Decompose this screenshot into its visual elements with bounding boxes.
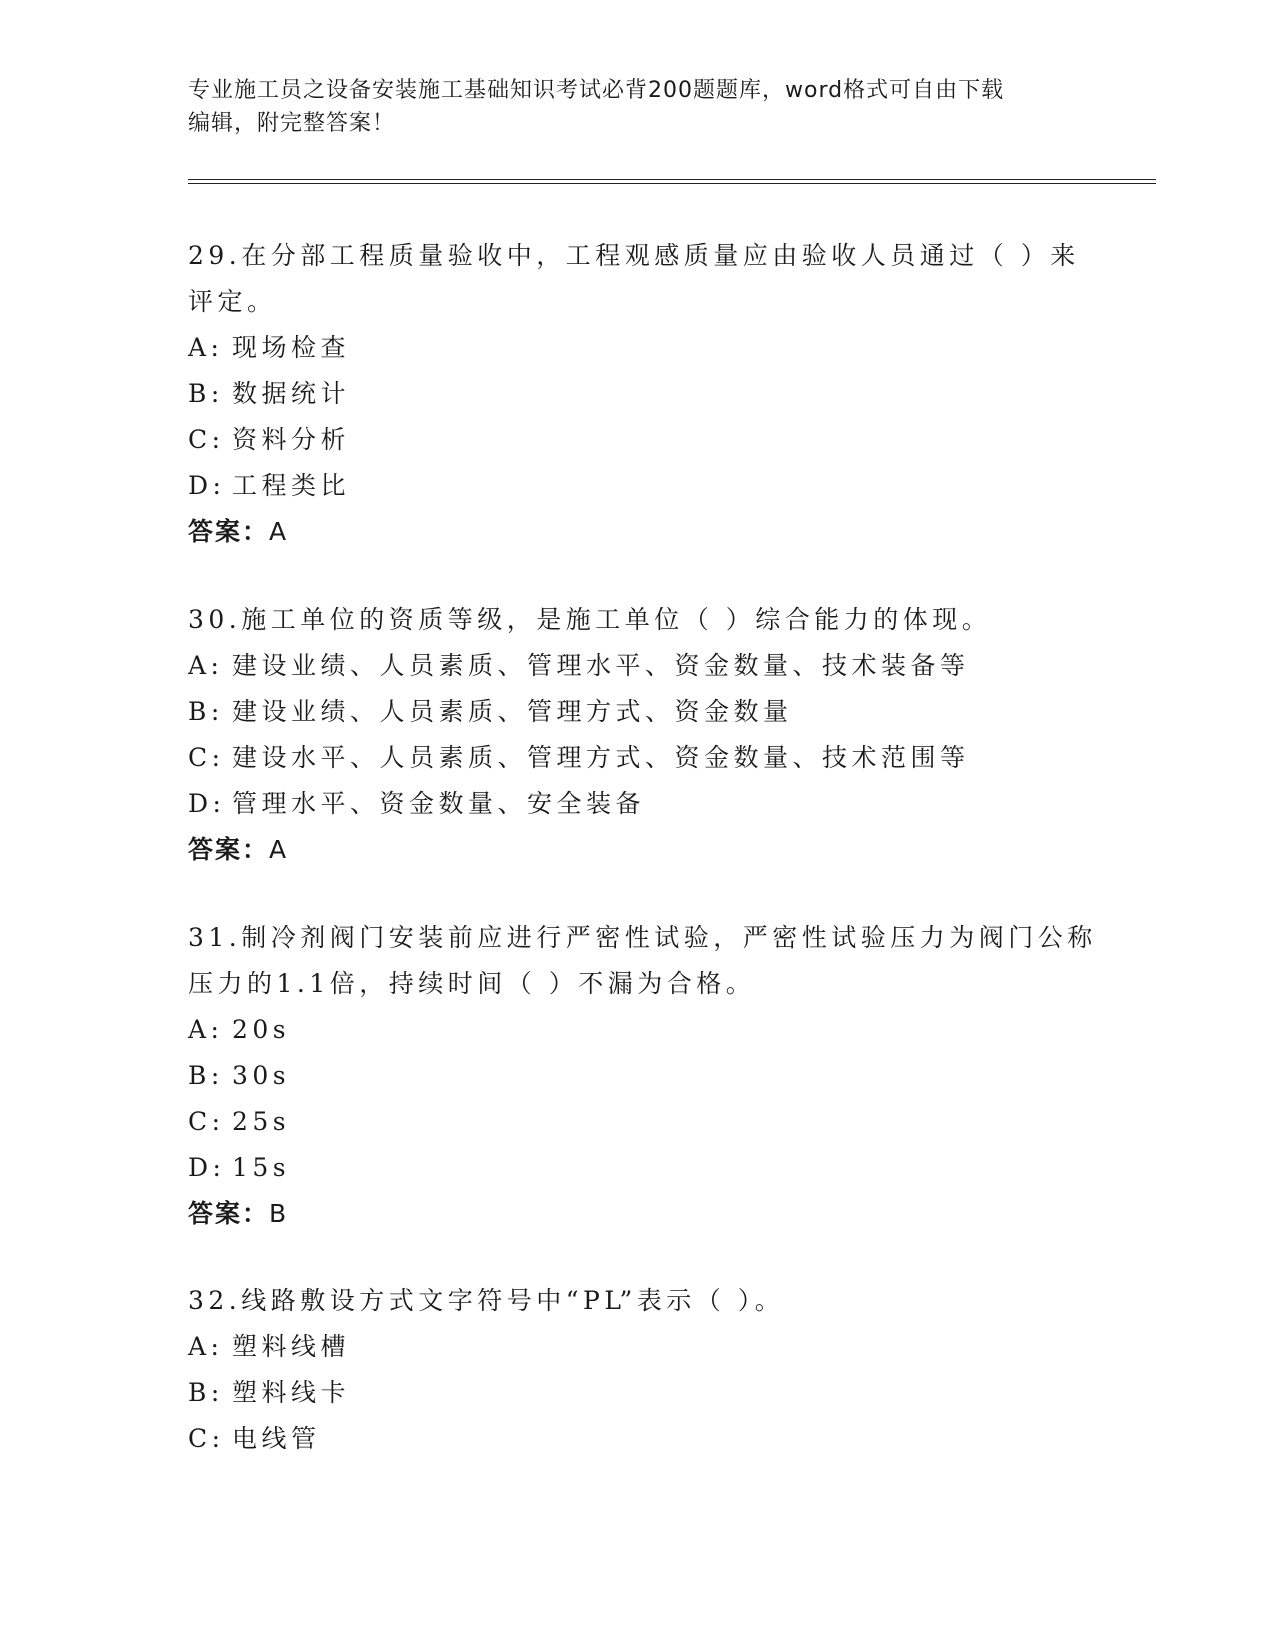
option-text: 电线管	[232, 1424, 321, 1453]
option-key: B:	[188, 379, 224, 408]
option-key: A:	[188, 1332, 224, 1361]
option-d	[188, 463, 1088, 509]
option-b	[188, 1053, 1088, 1099]
option-d	[188, 1145, 1088, 1191]
option-text: 建设业绩、人员素质、管理水平、资金数量、技术装备等	[232, 651, 970, 680]
question-stem-line: 29.在分部工程质量验收中，工程观感质量应由验收人员通过（ ）来	[188, 241, 1080, 270]
question-stem-line: 30.施工单位的资质等级，是施工单位（ ）综合能力的体现。	[188, 605, 992, 634]
question-29	[188, 233, 1088, 555]
option-key: B:	[188, 1378, 224, 1407]
question-stem-line: 31.制冷剂阀门安装前应进行严密性试验，严密性试验压力为阀门公称	[188, 923, 1097, 952]
option-text: 20s	[232, 1015, 291, 1044]
option-b	[188, 371, 1088, 417]
header-divider-top	[188, 179, 1156, 180]
option-a	[188, 325, 1088, 371]
option-text: 现场检查	[232, 333, 351, 362]
answer-line	[188, 827, 1088, 873]
question-stem	[188, 915, 1097, 1007]
answer-label: 答案：	[188, 517, 270, 546]
option-key: C:	[188, 743, 225, 772]
option-key: C:	[188, 425, 225, 454]
question-32	[188, 1278, 1088, 1462]
option-text: 25s	[232, 1107, 291, 1136]
option-c	[188, 1416, 1088, 1462]
answer-label: 答案：	[188, 835, 270, 864]
option-text: 30s	[232, 1061, 291, 1090]
option-key: B:	[188, 1061, 224, 1090]
option-key: B:	[188, 697, 224, 726]
answer-value: B	[269, 1199, 289, 1228]
question-stem-line: 32.线路敷设方式文字符号中“PL”表示（ ）。	[188, 1286, 785, 1315]
option-c	[188, 417, 1088, 463]
option-text: 数据统计	[232, 379, 351, 408]
answer-value: A	[269, 517, 289, 546]
question-stem	[188, 597, 1088, 643]
option-c	[188, 1099, 1088, 1145]
option-d	[188, 781, 1088, 827]
option-key: D:	[188, 1153, 226, 1182]
question-30	[188, 597, 1088, 873]
option-text: 15s	[232, 1153, 291, 1182]
option-c	[188, 735, 1088, 781]
question-stem	[188, 1278, 1088, 1324]
answer-line	[188, 1191, 1088, 1237]
question-stem-line: 评定。	[188, 287, 277, 316]
option-key: C:	[188, 1424, 225, 1453]
header-divider-bottom	[188, 183, 1156, 184]
option-b	[188, 689, 1088, 735]
header-title-line-1: 专业施工员之设备安装施工基础知识考试必背200题题库，word格式可自由下载	[188, 78, 1005, 103]
question-31	[188, 915, 1097, 1237]
option-text: 管理水平、资金数量、安全装备	[232, 789, 646, 818]
option-key: A:	[188, 1015, 224, 1044]
option-text: 工程类比	[232, 471, 351, 500]
question-stem-line: 压力的1.1倍，持续时间（ ）不漏为合格。	[188, 969, 756, 998]
option-a	[188, 1007, 1088, 1053]
answer-line	[188, 509, 1088, 555]
answer-value: A	[269, 835, 289, 864]
option-text: 资料分析	[232, 425, 351, 454]
option-b	[188, 1370, 1088, 1416]
question-stem	[188, 233, 1088, 325]
header-title-line-2: 编辑，附完整答案！	[188, 111, 396, 136]
option-key: D:	[188, 789, 226, 818]
option-text: 塑料线卡	[232, 1378, 351, 1407]
document-header	[188, 74, 1088, 140]
option-key: A:	[188, 333, 224, 362]
option-a	[188, 1324, 1088, 1370]
option-text: 建设业绩、人员素质、管理方式、资金数量	[232, 697, 793, 726]
option-key: A:	[188, 651, 224, 680]
option-key: D:	[188, 471, 226, 500]
option-key: C:	[188, 1107, 225, 1136]
option-text: 塑料线槽	[232, 1332, 351, 1361]
answer-label: 答案：	[188, 1199, 270, 1228]
option-a	[188, 643, 1088, 689]
option-text: 建设水平、人员素质、管理方式、资金数量、技术范围等	[232, 743, 970, 772]
